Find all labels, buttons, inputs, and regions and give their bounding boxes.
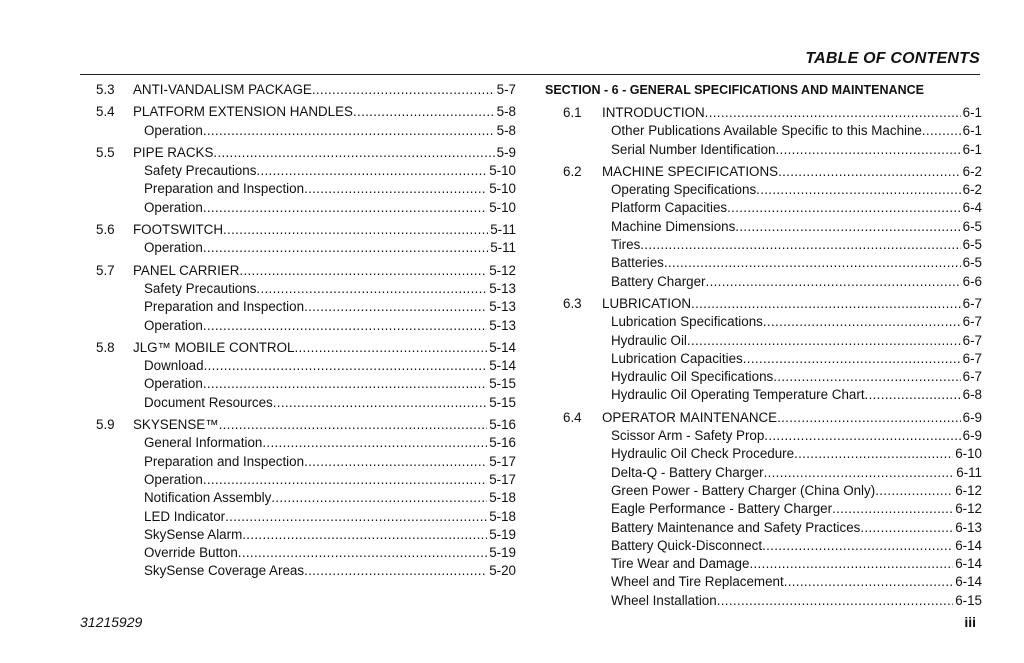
toc-subentry[interactable]: [545, 332, 982, 350]
toc-entry-title: Safety Precautions: [144, 163, 257, 179]
toc-entry-title: Battery Maintenance and Safety Practices: [611, 519, 861, 535]
toc-entry-title: Hydraulic Oil: [611, 332, 687, 348]
toc-entry-title: PLATFORM EXTENSION HANDLES: [133, 104, 353, 120]
toc-subentry[interactable]: [96, 562, 516, 580]
toc-entry-title: Operation: [144, 199, 203, 215]
toc-dot-leader: [922, 122, 961, 140]
toc-page-ref: 5-14: [489, 358, 516, 374]
toc-entry[interactable]: [96, 416, 516, 434]
toc-subentry[interactable]: [545, 313, 982, 331]
toc-section-group: [96, 144, 516, 217]
toc-entry-title: SkySense Coverage Areas: [144, 563, 305, 579]
toc-dot-leader: [203, 375, 487, 393]
toc-section-number: 6.2: [563, 163, 582, 179]
toc-subentry[interactable]: [96, 122, 516, 140]
toc-dot-leader: [238, 544, 487, 562]
toc-page-ref: 5-11: [490, 222, 516, 238]
toc-section-group: [545, 409, 982, 610]
toc-page-ref: 6-12: [955, 501, 982, 517]
toc-dot-leader: [762, 537, 953, 555]
toc-entry-title: Safety Precautions: [144, 280, 257, 296]
toc-subentry[interactable]: [545, 445, 982, 463]
toc-page-ref: 6-14: [955, 574, 982, 590]
toc-page-ref: 5-17: [489, 471, 516, 487]
toc-page-ref: 6-5: [962, 218, 982, 234]
toc-page-ref: 6-14: [955, 556, 982, 572]
toc-entry-title: Wheel and Tire Replacement: [611, 574, 784, 590]
toc-entry-title: Download: [144, 358, 204, 374]
toc-entry-title: Preparation and Inspection: [144, 299, 305, 315]
toc-dot-leader: [784, 573, 954, 591]
toc-page-ref: 5-13: [489, 317, 516, 333]
toc-subentry[interactable]: [545, 537, 982, 555]
toc-page-ref: 6-1: [962, 141, 982, 157]
toc-page-ref: 6-12: [955, 482, 982, 498]
toc-entry[interactable]: [96, 81, 516, 99]
toc-page-ref: 6-6: [962, 273, 982, 289]
toc-section-number: 5.7: [96, 262, 115, 278]
toc-section-group: [545, 104, 982, 159]
toc-subentry[interactable]: [96, 526, 516, 544]
toc-subentry[interactable]: [545, 181, 982, 199]
toc-entry-title: Batteries: [611, 255, 664, 271]
toc-dot-leader: [640, 236, 960, 254]
toc-entry-title: SkySense Alarm: [144, 526, 243, 542]
toc-page-ref: 5-12: [489, 262, 516, 278]
toc-entry-title: Serial Number Identification: [611, 141, 776, 157]
toc-section-number: 5.8: [96, 339, 115, 355]
toc-dot-leader: [262, 434, 487, 452]
toc-dot-leader: [735, 218, 960, 236]
toc-entry[interactable]: [545, 409, 982, 427]
toc-entry-title: Override Button: [144, 545, 238, 561]
toc-entry-title: OPERATOR MAINTENANCE: [602, 409, 778, 425]
toc-entry-title: Delta-Q - Battery Charger: [611, 464, 764, 480]
toc-entry[interactable]: [545, 295, 982, 313]
toc-page-ref: 6-13: [955, 519, 982, 535]
toc-page-ref: 6-8: [962, 387, 982, 403]
header-rule: [80, 74, 980, 75]
toc-dot-leader: [717, 592, 953, 610]
toc-subentry[interactable]: [545, 368, 982, 386]
toc-dot-leader: [242, 526, 487, 544]
toc-subentry[interactable]: [96, 471, 516, 489]
toc-dot-leader: [706, 273, 961, 291]
toc-dot-leader: [304, 562, 487, 580]
toc-page-ref: 6-7: [962, 369, 982, 385]
toc-subentry[interactable]: [545, 236, 982, 254]
toc-entry-title: General Information: [144, 435, 263, 451]
toc-subentry[interactable]: [96, 280, 516, 298]
toc-entry-title: INTRODUCTION: [602, 105, 705, 120]
toc-section-group: [96, 221, 516, 258]
toc-dot-leader: [203, 471, 487, 489]
toc-page-ref: 6-5: [962, 255, 982, 271]
toc-entry-title: Hydraulic Oil Check Procedure: [611, 446, 795, 462]
toc-subentry[interactable]: [96, 357, 516, 375]
toc-dot-leader: [312, 81, 495, 99]
toc-entry-title: Lubrication Specifications: [611, 314, 763, 330]
toc-subentry[interactable]: [96, 180, 516, 198]
toc-page-ref: 5-10: [489, 199, 516, 215]
toc-dot-leader: [256, 280, 487, 298]
toc-entry-title: SKYSENSE™: [133, 417, 219, 433]
toc-page-ref: 6-11: [956, 464, 982, 480]
toc-subentry[interactable]: [96, 375, 516, 393]
toc-page-ref: 5-10: [489, 163, 516, 179]
toc-entry-title: Other Publications Available Specific to this Machine: [611, 123, 922, 139]
toc-page-ref: 5-19: [489, 526, 516, 542]
toc-entry-title: FOOTSWITCH: [133, 222, 224, 238]
toc-subentry[interactable]: [545, 122, 982, 140]
toc-left-column: [96, 81, 516, 585]
toc-dot-leader: [794, 445, 953, 463]
toc-dot-leader: [219, 416, 488, 434]
toc-section-group: [545, 295, 982, 405]
toc-entry[interactable]: [545, 163, 982, 181]
toc-dot-leader: [860, 519, 953, 537]
toc-entry[interactable]: [96, 262, 516, 280]
toc-entry-title: PIPE RACKS: [133, 144, 214, 160]
toc-page-ref: 5-11: [490, 240, 516, 256]
toc-dot-leader: [778, 163, 961, 181]
toc-section-group: [545, 163, 982, 291]
toc-entry-title: Operation: [144, 240, 203, 256]
toc-entry-title: MACHINE SPECIFICATIONS: [602, 163, 779, 179]
toc-dot-leader: [223, 221, 488, 239]
toc-entry-title: Document Resources: [144, 394, 273, 410]
toc-dot-leader: [225, 508, 487, 526]
toc-page-ref: 6-5: [962, 237, 982, 253]
toc-page-ref: 5-10: [489, 181, 516, 197]
toc-entry-title: Eagle Performance - Battery Charger: [611, 501, 833, 517]
toc-page-ref: 5-18: [489, 508, 516, 524]
toc-entry[interactable]: [96, 339, 516, 357]
toc-subentry[interactable]: [545, 254, 982, 272]
toc-page-ref: 6-9: [962, 409, 982, 425]
toc-entry-title: JLG™ MOBILE CONTROL: [133, 339, 295, 355]
toc-entry-title: Notification Assembly: [144, 490, 272, 506]
toc-subentry[interactable]: [545, 218, 982, 236]
toc-page-ref: 5-15: [489, 376, 516, 392]
toc-subentry[interactable]: [545, 199, 982, 217]
toc-subentry[interactable]: [96, 199, 516, 217]
toc-dot-leader: [764, 427, 960, 445]
toc-page-ref: 5-19: [489, 545, 516, 561]
toc-page-ref: 6-14: [955, 537, 982, 553]
toc-dot-leader: [271, 489, 487, 507]
toc-entry-title: LUBRICATION: [602, 295, 692, 311]
toc-subentry[interactable]: [96, 434, 516, 452]
toc-dot-leader: [203, 317, 487, 335]
toc-page-ref: 6-9: [962, 428, 982, 444]
toc-section-number: 5.9: [96, 417, 115, 433]
toc-subentry[interactable]: [96, 508, 516, 526]
toc-page-ref: 5-13: [489, 299, 516, 315]
toc-dot-leader: [727, 199, 961, 217]
toc-dot-leader: [776, 141, 961, 159]
toc-subentry[interactable]: [545, 464, 982, 482]
toc-dot-leader: [756, 181, 960, 199]
toc-dot-leader: [764, 464, 955, 482]
toc-entry-title: LED Indicator: [144, 508, 226, 524]
toc-subentry[interactable]: [545, 500, 982, 518]
toc-page-ref: 5-16: [489, 417, 516, 433]
toc-dot-leader: [664, 254, 961, 272]
toc-dot-leader: [294, 339, 487, 357]
toc-page-ref: 5-14: [489, 339, 516, 355]
toc-dot-leader: [773, 368, 960, 386]
toc-page-ref: 6-4: [962, 200, 982, 216]
toc-entry-title: Platform Capacities: [611, 200, 728, 216]
toc-entry-title: Tires: [611, 237, 641, 253]
toc-dot-leader: [705, 104, 961, 122]
toc-subentry[interactable]: [96, 298, 516, 316]
toc-subentry[interactable]: [545, 592, 982, 610]
toc-page-ref: 5-13: [489, 280, 516, 296]
toc-page-ref: 6-7: [962, 332, 982, 348]
toc-section-group: [96, 103, 516, 140]
toc-subentry[interactable]: [545, 273, 982, 291]
toc-dot-leader: [691, 295, 961, 313]
toc-subentry[interactable]: [545, 386, 982, 404]
section-heading: SECTION - 6 - GENERAL SPECIFICATIONS AND MAINTENANCE: [545, 83, 924, 97]
toc-page-ref: 6-2: [962, 182, 982, 198]
toc-page-ref: 6-1: [962, 123, 982, 139]
toc-entry-title: Preparation and Inspection: [144, 181, 305, 197]
toc-entry-title: ANTI-VANDALISM PACKAGE: [133, 82, 312, 97]
toc-dot-leader: [777, 409, 961, 427]
toc-dot-leader: [203, 122, 495, 140]
toc-dot-leader: [687, 332, 961, 350]
toc-entry-title: Operation: [144, 376, 203, 392]
toc-dot-leader: [273, 394, 487, 412]
toc-dot-leader: [832, 500, 953, 518]
toc-entry[interactable]: [96, 221, 516, 239]
toc-dot-leader: [213, 144, 494, 162]
toc-section-number: 5.3: [96, 82, 115, 97]
page-number: iii: [964, 614, 976, 630]
toc-page-ref: 6-7: [962, 314, 982, 330]
toc-entry-title: Operating Specifications: [611, 182, 757, 198]
toc-entry[interactable]: [96, 144, 516, 162]
toc-entry-title: Scissor Arm - Safety Prop: [611, 428, 765, 444]
toc-page-ref: 5-15: [489, 394, 516, 410]
toc-subentry[interactable]: [545, 141, 982, 159]
toc-dot-leader: [203, 239, 488, 257]
toc-page-ref: 6-7: [962, 350, 982, 366]
toc-dot-leader: [204, 357, 488, 375]
toc-page-ref: 5-16: [489, 435, 516, 451]
toc-page-ref: 5-20: [489, 563, 516, 579]
toc-section-number: 5.6: [96, 222, 115, 238]
toc-subentry[interactable]: [545, 482, 982, 500]
toc-dot-leader: [875, 482, 953, 500]
toc-page-ref: 6-10: [955, 446, 982, 462]
toc-page-ref: 5-9: [496, 144, 516, 160]
toc-dot-leader: [304, 298, 487, 316]
toc-entry-title: Battery Quick-Disconnect: [611, 537, 763, 553]
toc-page-ref: 5-7: [496, 82, 516, 97]
toc-entry-title: PANEL CARRIER: [133, 262, 240, 278]
toc-subentry[interactable]: [545, 427, 982, 445]
toc-dot-leader: [749, 555, 953, 573]
toc-subentry[interactable]: [96, 453, 516, 471]
toc-subentry[interactable]: [96, 239, 516, 257]
toc-right-column: [545, 81, 982, 614]
toc-entry-title: Hydraulic Oil Operating Temperature Chart: [611, 387, 865, 403]
toc-entry-title: Operation: [144, 471, 203, 487]
toc-section-number: 5.5: [96, 144, 115, 160]
toc-page-ref: 6-2: [962, 163, 982, 179]
toc-section-group: [96, 416, 516, 581]
toc-entry-title: Wheel Installation: [611, 592, 717, 608]
toc-section-group: [96, 81, 516, 99]
toc-section-number: 6.3: [563, 295, 582, 311]
toc-entry-title: Battery Charger: [611, 273, 706, 289]
toc-dot-leader: [304, 453, 487, 471]
toc-section-group: [96, 339, 516, 412]
toc-entry-title: Operation: [144, 317, 203, 333]
toc-dot-leader: [763, 313, 961, 331]
toc-subentry[interactable]: [545, 519, 982, 537]
toc-dot-leader: [304, 180, 487, 198]
toc-dot-leader: [256, 162, 487, 180]
toc-subentry[interactable]: [96, 317, 516, 335]
toc-entry-title: Preparation and Inspection: [144, 453, 305, 469]
toc-dot-leader: [865, 386, 961, 404]
toc-dot-leader: [203, 199, 487, 217]
toc-entry-title: Hydraulic Oil Specifications: [611, 369, 774, 385]
toc-subentry[interactable]: [96, 489, 516, 507]
toc-dot-leader: [743, 350, 961, 368]
toc-page-ref: 5-17: [489, 453, 516, 469]
toc-section-number: 6.1: [563, 105, 582, 120]
page-title: TABLE OF CONTENTS: [805, 50, 980, 67]
toc-entry-title: Machine Dimensions: [611, 218, 736, 234]
toc-subentry[interactable]: [96, 394, 516, 412]
toc-page-ref: 5-8: [496, 104, 516, 120]
toc-section-number: 6.4: [563, 409, 582, 425]
toc-subentry[interactable]: [96, 162, 516, 180]
toc-subentry[interactable]: [96, 544, 516, 562]
toc-page-ref: 6-1: [962, 105, 982, 120]
toc-entry-title: Lubrication Capacities: [611, 350, 743, 366]
toc-entry[interactable]: [545, 104, 982, 122]
toc-page-ref: 5-18: [489, 490, 516, 506]
toc-subentry[interactable]: [545, 350, 982, 368]
toc-entry[interactable]: [96, 103, 516, 121]
toc-subentry[interactable]: [545, 573, 982, 591]
toc-entry-title: Green Power - Battery Charger (China Only): [611, 482, 876, 498]
toc-dot-leader: [353, 103, 495, 121]
toc-page-ref: 6-7: [962, 295, 982, 311]
toc-section-group: [96, 262, 516, 335]
toc-dot-leader: [239, 262, 487, 280]
toc-section-number: 5.4: [96, 104, 115, 120]
toc-entry-title: Operation: [144, 122, 203, 138]
toc-subentry[interactable]: [545, 555, 982, 573]
toc-page-ref: 5-8: [496, 122, 516, 138]
toc-page-ref: 6-15: [955, 592, 982, 608]
document-number: 31215929: [80, 614, 143, 630]
toc-entry-title: Tire Wear and Damage: [611, 556, 750, 572]
